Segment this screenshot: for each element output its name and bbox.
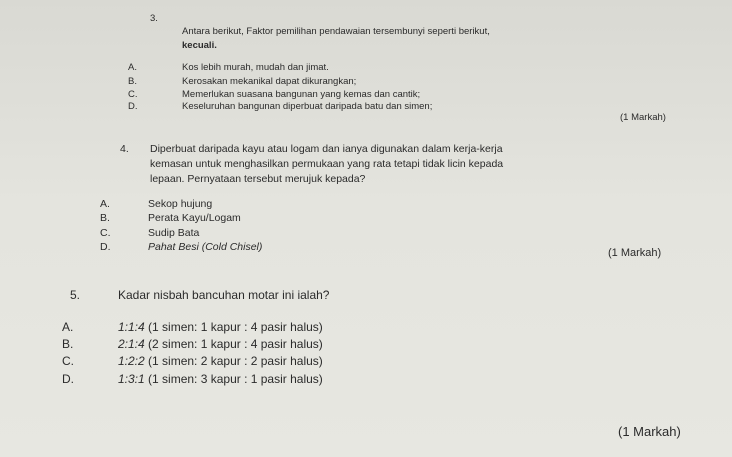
ratio-description: (1 simen: 3 kapur : 1 pasir halus) xyxy=(144,372,323,386)
option-letter: B. xyxy=(62,337,74,351)
option-letter: A. xyxy=(128,62,137,73)
option-text: Perata Kayu/Logam xyxy=(148,212,241,224)
option-letter: C. xyxy=(128,89,138,100)
ratio-value: 2:1:4 xyxy=(118,337,145,351)
option-text: Sekop hujung xyxy=(148,198,213,210)
option-letter: C. xyxy=(100,227,111,239)
option-text: Kos lebih murah, mudah dan jimat. xyxy=(182,62,329,73)
option-text: Memerlukan suasana bangunan yang kemas dan cantik; xyxy=(182,89,421,100)
option-text: Pahat Besi (Cold Chisel) xyxy=(148,241,263,253)
option-text xyxy=(118,372,323,386)
marks-label: (1 Markah) xyxy=(618,424,681,439)
question-stem: Antara berikut, Faktor pemilihan pendawaian tersembunyi seperti berikut, xyxy=(182,26,490,37)
option-text: Keseluruhan bangunan diperbuat daripada batu dan simen; xyxy=(182,101,433,112)
question-number: 4. xyxy=(120,143,129,155)
ratio-value: 1:3:1 xyxy=(118,372,145,386)
option-letter: D. xyxy=(62,372,74,386)
option-letter: A. xyxy=(100,198,110,210)
option-text: Sudip Bata xyxy=(148,227,200,239)
option-letter: D. xyxy=(128,101,138,112)
question-stem: lepaan. Pernyataan tersebut merujuk kepada? xyxy=(150,173,366,185)
question-stem: Kadar nisbah bancuhan motar ini ialah? xyxy=(118,288,330,302)
option-text: Kerosakan mekanikal dapat dikurangkan; xyxy=(182,76,357,87)
option-letter: D. xyxy=(100,241,111,253)
question-stem: kecuali. xyxy=(182,40,217,51)
option-letter: B. xyxy=(100,212,110,224)
option-text xyxy=(118,354,323,368)
question-number: 3. xyxy=(150,13,158,24)
option-letter: C. xyxy=(62,354,74,368)
ratio-description: (1 simen: 2 kapur : 2 pasir halus) xyxy=(144,354,323,368)
question-stem: Diperbuat daripada kayu atau logam dan ianya digunakan dalam kerja-kerja xyxy=(150,143,503,155)
ratio-description: (2 simen: 1 kapur : 4 pasir halus) xyxy=(144,337,323,351)
question-stem: kemasan untuk menghasilkan permukaan yang rata tetapi tidak licin kepada xyxy=(150,158,504,170)
marks-label: (1 Markah) xyxy=(608,247,662,259)
marks-label: (1 Markah) xyxy=(620,112,666,123)
question-number: 5. xyxy=(70,288,81,302)
ratio-value: 1:1:4 xyxy=(118,320,145,334)
option-text xyxy=(118,337,323,351)
option-letter: A. xyxy=(62,320,74,334)
ratio-value: 1:2:2 xyxy=(118,354,145,368)
option-text xyxy=(118,320,323,334)
option-letter: B. xyxy=(128,76,137,87)
ratio-description: (1 simen: 1 kapur : 4 pasir halus) xyxy=(144,320,323,334)
